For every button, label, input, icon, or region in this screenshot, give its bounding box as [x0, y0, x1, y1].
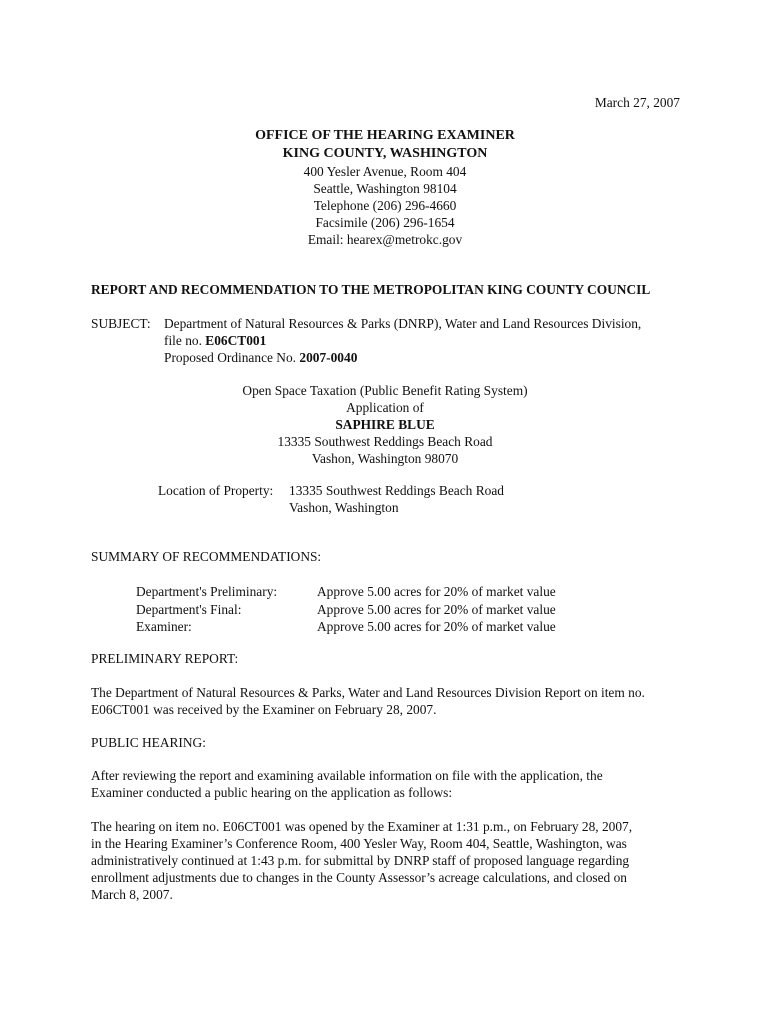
county-name: KING COUNTY, WASHINGTON: [282, 146, 488, 161]
subject-label: SUBJECT:: [91, 316, 151, 331]
summary-row: [136, 618, 616, 636]
summary-key: Department's Preliminary:: [136, 584, 278, 599]
subject-line-1: Department of Natural Resources & Parks (DNRP), Water and Land Resources Division,: [164, 316, 642, 331]
summary-value: Approve 5.00 acres for 20% of market value: [317, 584, 556, 599]
hearing-p2-line-5: March 8, 2007.: [91, 887, 173, 902]
office-address: 400 Yesler Avenue, Room 404: [303, 164, 467, 179]
summary-row: [136, 601, 616, 619]
summary-value: Approve 5.00 acres for 20% of market value: [317, 601, 556, 617]
ordinance-number: 2007-0040: [299, 350, 358, 365]
office-facsimile: Facsimile (206) 296-1654: [315, 215, 455, 230]
hearing-p2-line-2: in the Hearing Examiner’s Conference Room, 400 Yesler Way, Room 404, Seattle, Washington, was: [91, 836, 627, 851]
summary-table: [136, 583, 616, 636]
ordinance-prefix: Proposed Ordinance No.: [164, 350, 300, 365]
office-name: OFFICE OF THE HEARING EXAMINER: [255, 128, 515, 143]
location-line-1: 13335 Southwest Reddings Beach Road: [289, 483, 504, 498]
subject-ordinance-line: [164, 349, 684, 366]
applicant-address: 13335 Southwest Reddings Beach Road: [277, 434, 493, 449]
preliminary-line-1: The Department of Natural Resources & Parks, Water and Land Resources Division Report on item no.: [91, 685, 645, 700]
hearing-p1-line-2: Examiner conducted a public hearing on the application as follows:: [91, 785, 453, 800]
summary-heading: SUMMARY OF RECOMMENDATIONS:: [91, 549, 322, 564]
application-line-2: Application of: [346, 400, 424, 415]
applicant-name: SAPHIRE BLUE: [335, 417, 435, 432]
hearing-p2-line-1: The hearing on item no. E06CT001 was opened by the Examiner at 1:31 p.m., on February 28, 2007,: [91, 819, 633, 834]
location-line-2: Vashon, Washington: [289, 500, 399, 515]
letterhead: [0, 127, 770, 248]
preliminary-heading: PRELIMINARY REPORT:: [91, 651, 239, 666]
file-prefix: file no.: [164, 333, 206, 348]
office-telephone: Telephone (206) 296-4660: [313, 198, 457, 213]
location-text: [289, 482, 504, 516]
application-line-1: Open Space Taxation (Public Benefit Rating System): [242, 383, 528, 398]
hearing-paragraph-1: [91, 767, 691, 801]
hearing-p2-line-3: administratively continued at 1:43 p.m. for submittal by DNRP staff of proposed language regarding: [91, 853, 630, 868]
office-city: Seattle, Washington 98104: [313, 181, 457, 196]
office-email: Email: hearex@metrokc.gov: [307, 232, 463, 247]
application-block: [0, 382, 770, 467]
hearing-p1-line-1: After reviewing the report and examining available information on file with the application, the: [91, 768, 603, 783]
summary-row: [136, 583, 616, 601]
report-title: REPORT AND RECOMMENDATION TO THE METROPOLITAN KING COUNTY COUNCIL: [91, 282, 651, 297]
summary-value: Approve 5.00 acres for 20% of market value: [317, 619, 556, 634]
location-label: Location of Property:: [158, 483, 274, 498]
subject-file-line: [164, 332, 684, 349]
preliminary-line-2: E06CT001 was received by the Examiner on February 28, 2007.: [91, 702, 437, 717]
hearing-p2-line-4: enrollment adjustments due to changes in the County Assessor’s acreage calculations, and closed on: [91, 870, 627, 885]
preliminary-paragraph: [91, 684, 691, 718]
report-date: March 27, 2007: [594, 95, 680, 110]
summary-key: Examiner:: [136, 619, 192, 634]
hearing-paragraph-2: [91, 818, 691, 903]
applicant-city: Vashon, Washington 98070: [311, 451, 459, 466]
file-number: E06CT001: [205, 333, 267, 348]
public-hearing-heading: PUBLIC HEARING:: [91, 735, 206, 750]
subject-text: [164, 315, 684, 366]
summary-key: Department's Final:: [136, 601, 242, 617]
